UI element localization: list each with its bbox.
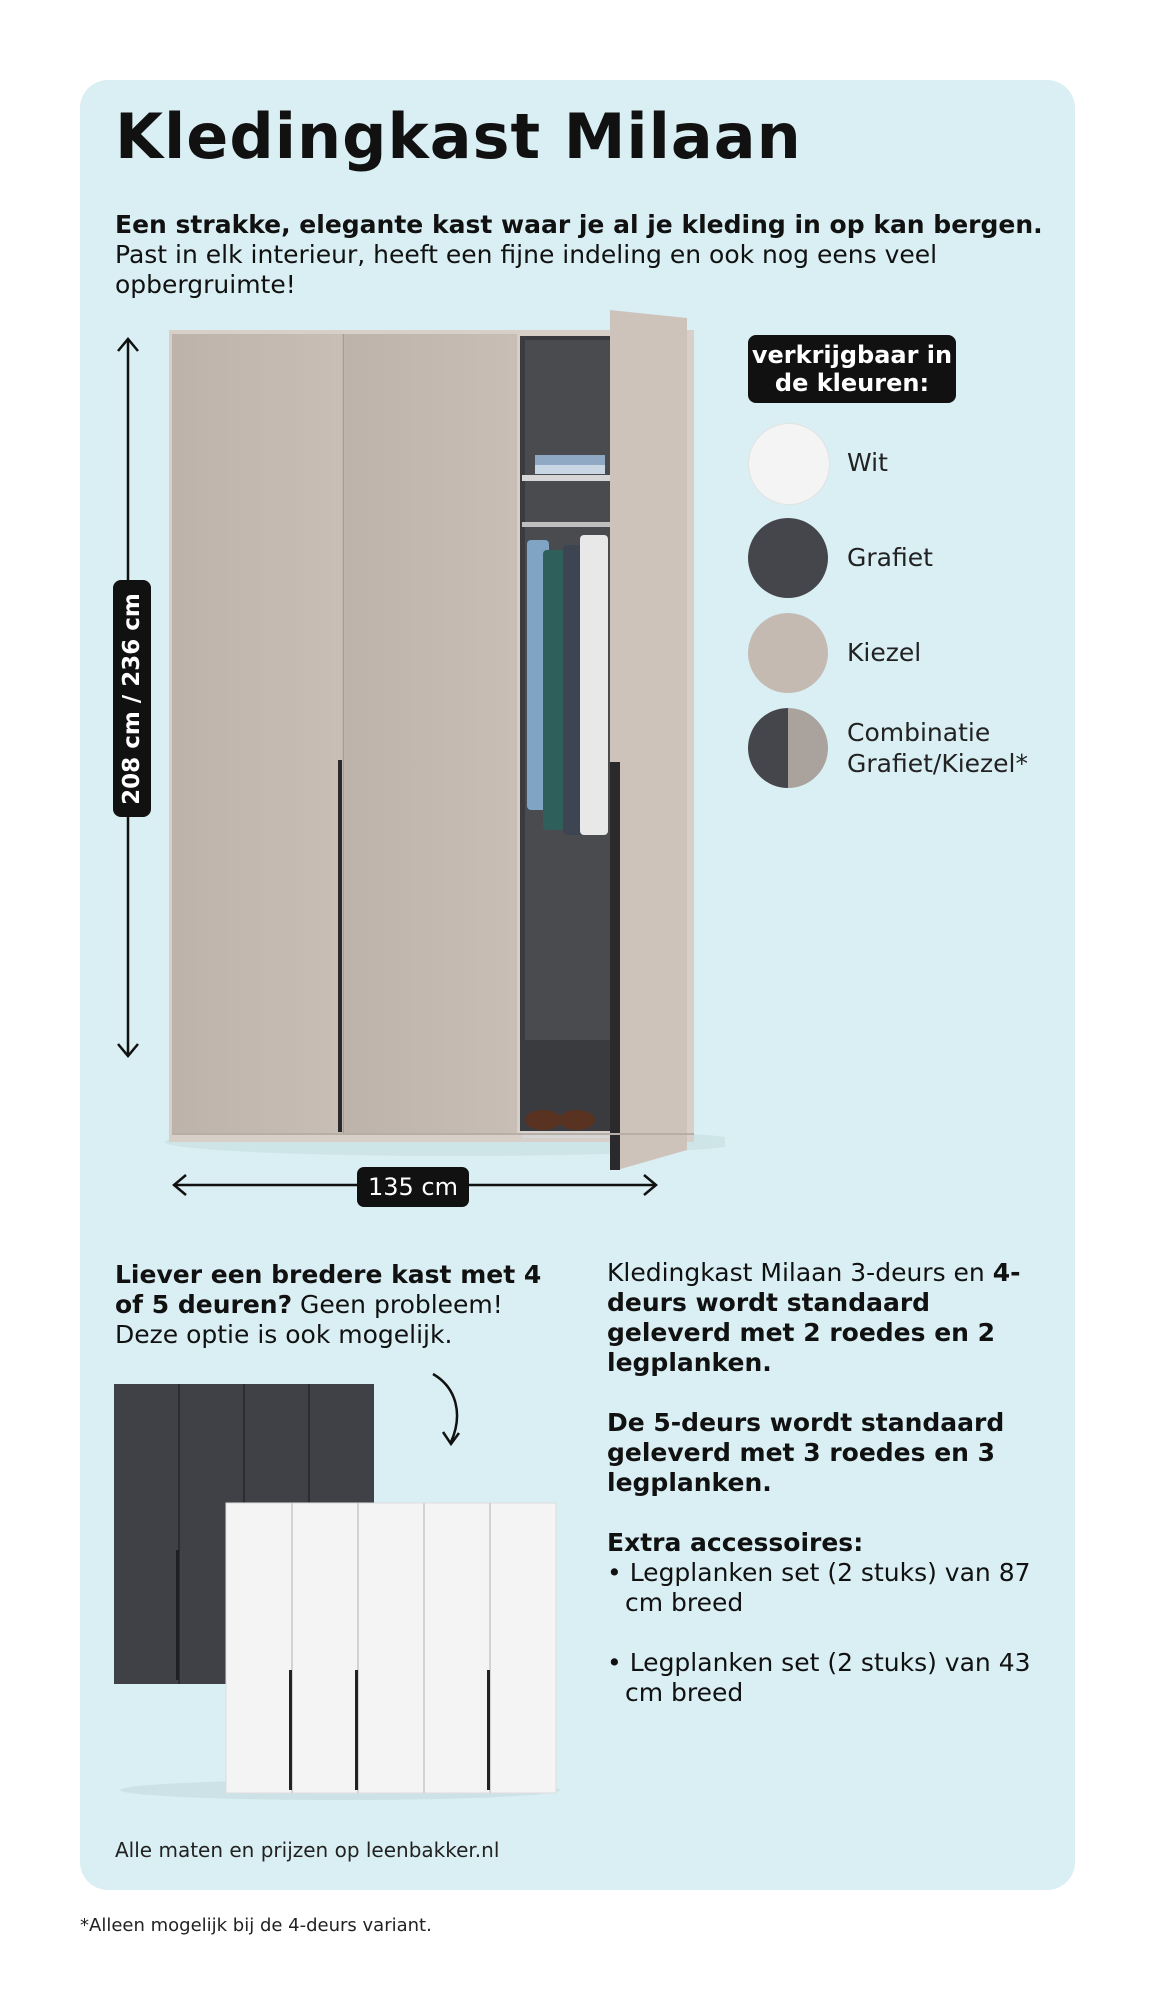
footer-note: Alle maten en prijzen op leenbakker.nl: [115, 1838, 500, 1862]
swatch-label-wit: Wit: [847, 448, 888, 477]
height-label: 208 cm / 236 cm: [113, 580, 151, 817]
delivery-5-door: De 5-deurs wordt standaard geleverd met 3 roedes en 3 legplanken.: [607, 1408, 1005, 1497]
swatch-grafiet: [748, 518, 828, 598]
width-label: 135 cm: [357, 1167, 469, 1207]
wider-option-text: [115, 1260, 555, 1350]
footnote: *Alleen mogelijk bij de 4-deurs variant.: [80, 1915, 432, 1936]
swatch-label-kiezel: Kiezel: [847, 638, 922, 667]
intro-rest: Past in elk interieur, heeft een fijne indeling en ook nog eens veel opbergruimte!: [115, 240, 938, 299]
swatch-combinatie: [748, 708, 828, 788]
wardrobe-4-and-5-door-image: [110, 1380, 560, 1800]
accessories-heading: Extra accessoires:: [607, 1528, 864, 1557]
wider-option-bold: Liever een bredere kast met 4 of 5 deuren?: [115, 1260, 542, 1319]
swatch-kiezel: [748, 613, 828, 693]
standard-delivery-info: [607, 1258, 1057, 1738]
swatch-wit: [748, 423, 830, 505]
accessory-item: • Legplanken set (2 stuks) van 87 cm breed: [607, 1558, 1031, 1617]
swatch-label-combinatie: Combinatie Grafiet/Kiezel*: [847, 718, 1028, 778]
delivery-3-4-door: Kledingkast Milaan 3-deurs en 4-deurs wordt standaard geleverd met 2 roedes en 2 legplanken.: [607, 1258, 1021, 1377]
swatch-label-grafiet: Grafiet: [847, 543, 933, 572]
intro-bold: Een strakke, elegante kast waar je al je kleding in op kan bergen.: [115, 210, 1043, 239]
colors-heading: verkrijgbaar in de kleuren:: [748, 335, 956, 403]
wider-option-rest: Geen probleem! Deze optie is ook mogelijk.: [115, 1290, 503, 1349]
wardrobe-3-door-image: [165, 310, 725, 1170]
intro-text: [115, 210, 1045, 300]
accessory-item: • Legplanken set (2 stuks) van 43 cm breed: [607, 1648, 1031, 1707]
page-title: Kledingkast Milaan: [115, 100, 802, 173]
